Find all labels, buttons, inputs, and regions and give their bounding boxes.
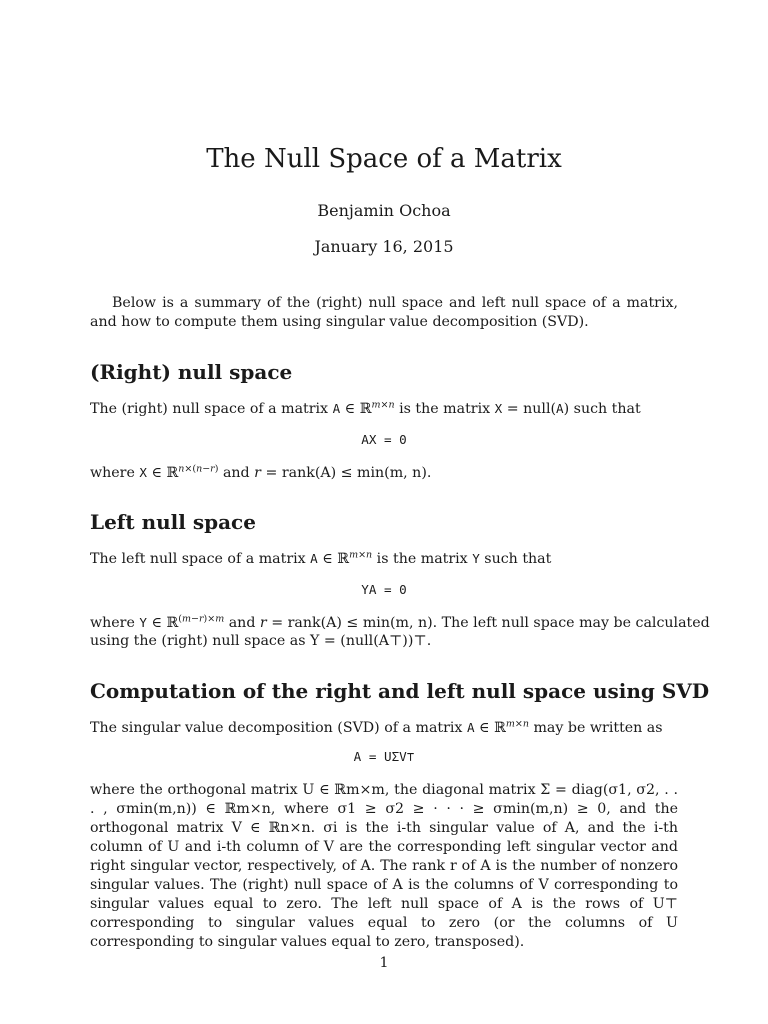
document-title: The Null Space of a Matrix: [206, 144, 562, 174]
left-null-equation: YA = 0: [361, 582, 407, 597]
section-heading-svd: Computation of the right and left null space using SVD: [90, 679, 710, 703]
section-heading-right-null-space: (Right) null space: [90, 360, 293, 384]
right-null-definition: The (right) null space of a matrix A ∈ ℝ$^{m\times n}$ is the matrix X = null(A) such that: [90, 399, 641, 417]
svd-paragraph: where the orthogonal matrix U ∈ ℝm×m, the diagonal matrix Σ = diag(σ1, σ2, . . . , σmin(m,n)) ∈ ℝm×n, where σ1 ≥ σ2 ≥ · · · ≥ σmin(m,n) ≥ 0, and the orthogonal matrix V ∈ ℝn×n. σi is the i-th singular value of A, and the i-th column of U and i-th column of V are the corresponding left singular vector and right singular vector, respectively, of A. The rank r of A is the number of nonzero singular values. The (right) null space of A is the columns of V corresponding to singular values equal to zero. The left null space of A is the rows of U⊤ corresponding to singular values equal to zero (or the columns of U corresponding to singular values equal to zero, transposed).: [90, 782, 678, 950]
document-date: January 16, 2015: [314, 237, 454, 256]
svd-equation: A = UΣV⊤: [353, 749, 415, 764]
section-heading-left-null-space: Left null space: [90, 510, 256, 534]
left-null-formula: using the (right) null space as Y = (null(A⊤))⊤.: [90, 633, 432, 649]
left-null-definition: The left null space of a matrix A ∈ ℝ$^{m\times n}$ is the matrix Y such that: [90, 549, 552, 567]
page-number: 1: [379, 955, 389, 971]
right-null-equation: AX = 0: [361, 432, 407, 447]
right-null-where: where X ∈ ℝ$^{n\times(n-r)}$ and r = rank(A) ≤ min(m, n).: [90, 463, 432, 481]
left-null-where: where Y ∈ ℝ$^{(m-r)\times m}$ and r = rank(A) ≤ min(m, n). The left null space may be calculated: [90, 613, 710, 631]
document-author: Benjamin Ochoa: [317, 201, 451, 220]
intro-paragraph: Below is a summary of the (right) null space and left null space of a matrix, and how to compute them using singular value decomposition (SVD).: [90, 295, 678, 330]
svd-intro: The singular value decomposition (SVD) of a matrix A ∈ ℝ$^{m\times n}$ may be written as: [90, 718, 663, 736]
